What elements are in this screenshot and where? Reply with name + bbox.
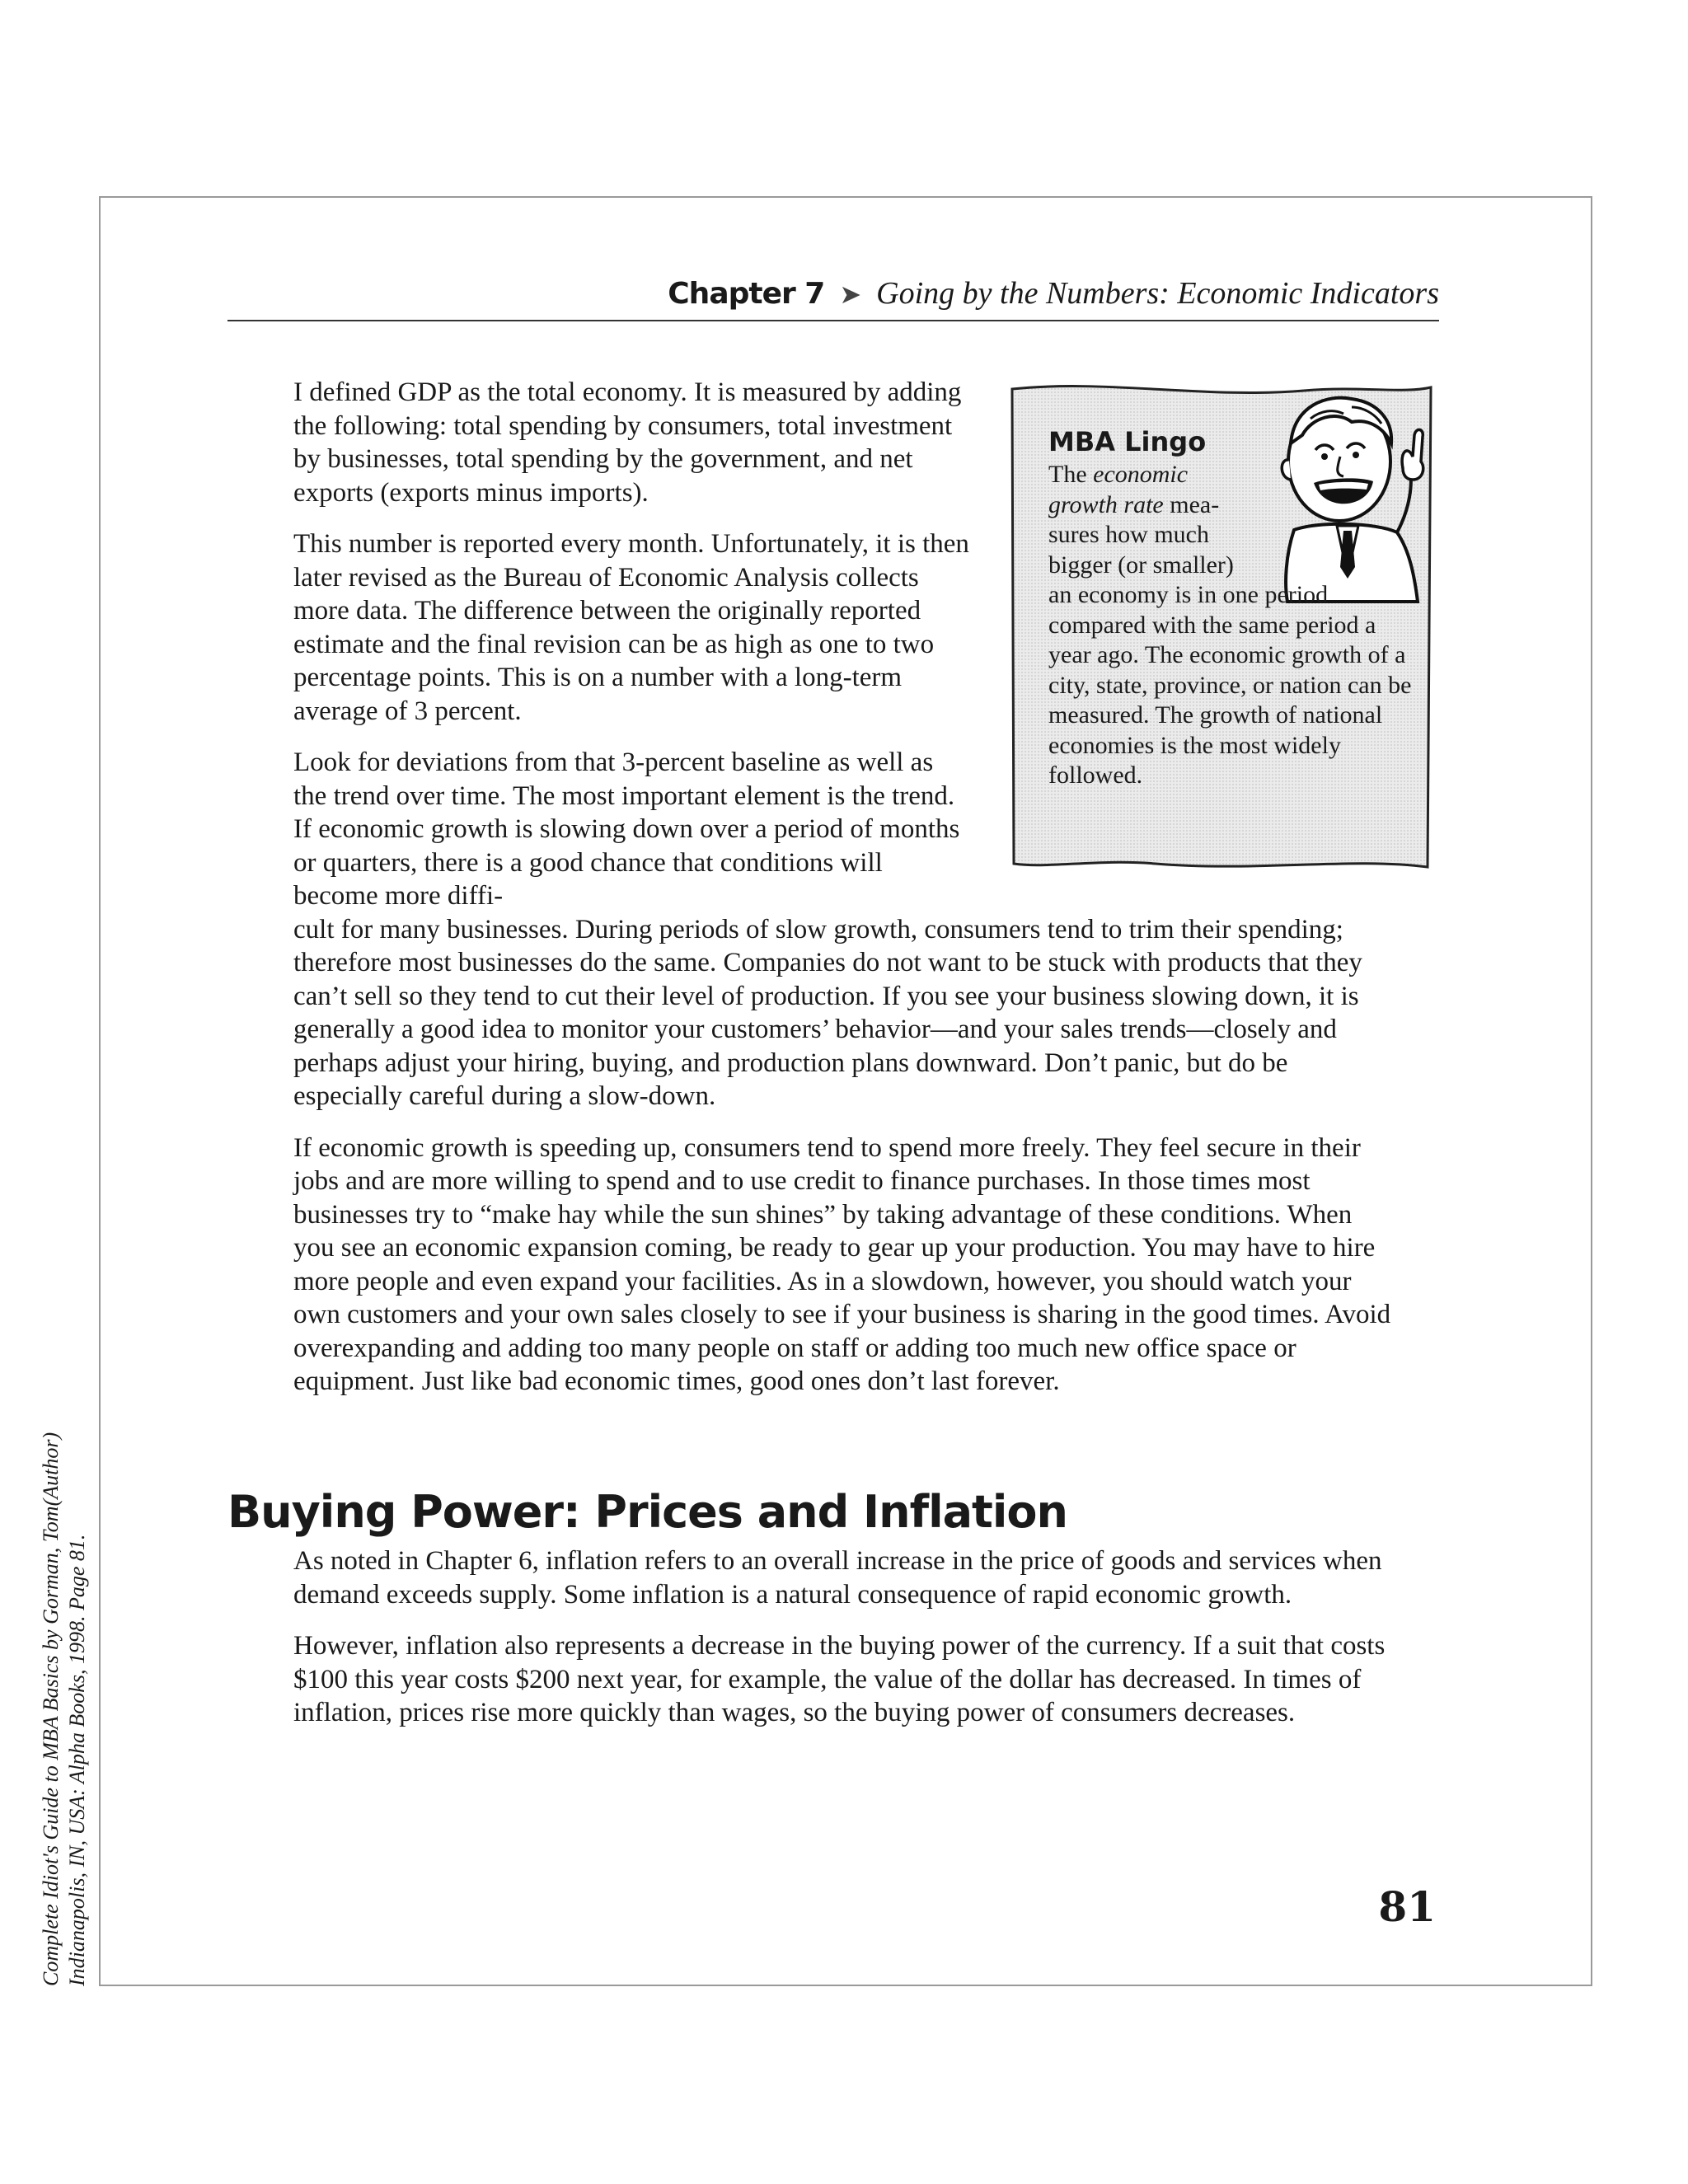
header-arrow-icon: ➤	[839, 279, 862, 310]
sidebar-line-4: bigger (or smaller)	[1048, 551, 1234, 579]
section-body	[293, 1544, 1398, 1748]
sidebar-line-2: mea-	[1163, 490, 1220, 518]
running-header	[227, 270, 1439, 321]
citation-line-1: Complete Idiot's Guide to MBA Basics by Gorman, Tom(Author)	[39, 1432, 63, 1986]
sidebar-text-top	[1048, 460, 1271, 580]
chapter-label: Chapter 7	[668, 277, 825, 311]
mba-lingo-sidebar	[1007, 381, 1436, 875]
paragraph-gdp-definition: I defined GDP as the total economy. It is measured by adding the following: total spending by consumers, total investment by businesses, total spending by the government, and net exports (exports minus imports).	[293, 377, 962, 508]
section-heading: Buying Power: Prices and Inflation	[227, 1486, 1067, 1538]
citation-line-2: Indianapolis, IN, USA: Alpha Books, 1998. Page 81.	[65, 1534, 89, 1986]
sidebar-heading: MBA Lingo	[1048, 426, 1207, 457]
paragraph-buying-power: However, inflation also represents a decrease in the buying power of the currency. If a suit that costs $100 this year costs $200 next year, for example, the value of the dollar has decreased. In times of inflation, prices rise more quickly than wages, so the buying power of consumers decreases.	[293, 1631, 1386, 1727]
sidebar-term-economic: economic	[1093, 461, 1189, 488]
sidebar-content	[1048, 424, 1419, 791]
sidebar-line-1: The	[1048, 461, 1094, 488]
sidebar-term-growth-rate: growth rate	[1048, 490, 1164, 518]
paragraph-inflation-definition: As noted in Chapter 6, inflation refers to an overall increase in the price of goods and services when demand exceeds supply. Some inflation is a natural consequence of rapid economic growth.	[293, 1546, 1382, 1610]
paragraph-gdp-revision: This number is reported every month. Unfortunately, it is then later revised as the Bureau of Economic Analysis collects more data. The difference between the originally reported estimate and the final revision can be as high as one to two percentage points. This is on a number with a long-term average of 3 percent.	[293, 529, 969, 726]
page-number: 81	[1378, 1882, 1436, 1931]
chapter-title: Going by the Numbers: Economic Indicators	[876, 276, 1439, 311]
sidebar-text-rest: an economy is in one period compared with the same period a year ago. The economic growth of a city, state, province, or nation can be measured. The growth of national economies is the most widely followed.	[1048, 581, 1412, 789]
sidebar-line-3: sures how much	[1048, 521, 1209, 548]
paragraph-trend-wide: cult for many businesses. During periods of slow growth, consumers tend to trim their spending; therefore most businesses do the same. Companies do not want to be stuck with products that they can’t sell so they tend to cut their level of production. If you see your business slowing down, it is generally a good idea to monitor your customers’ behavior—and your sales trends—closely and perhaps adjust your hiring, buying, and production plans downward. Don’t panic, but do be especially careful during a slow-down.	[293, 914, 1362, 1111]
paragraph-speeding-up: If economic growth is speeding up, consumers tend to spend more freely. They feel secure in their jobs and are more willing to spend and to use credit to finance purchases. In those times most businesses try to “make hay while the sun shines” by taking advantage of these conditions. When you see an economic expansion coming, be ready to gear up your production. You may have to hire more people and even expand your facilities. As in a slowdown, however, you should watch your own customers and your own sales closely to see if your business is sharing in the good times. Avoid overexpanding and adding too many people on staff or adding too much new office space or equipment. Just like bad economic times, good ones don’t last forever.	[293, 1132, 1391, 1396]
citation	[38, 1376, 91, 1986]
paragraph-trend-narrow: Look for deviations from that 3-percent baseline as well as the trend over time. The most important element is the trend. If economic growth is slowing down over a period of months or quarters, there is a good chance that conditions will become more diffi-	[293, 748, 960, 911]
